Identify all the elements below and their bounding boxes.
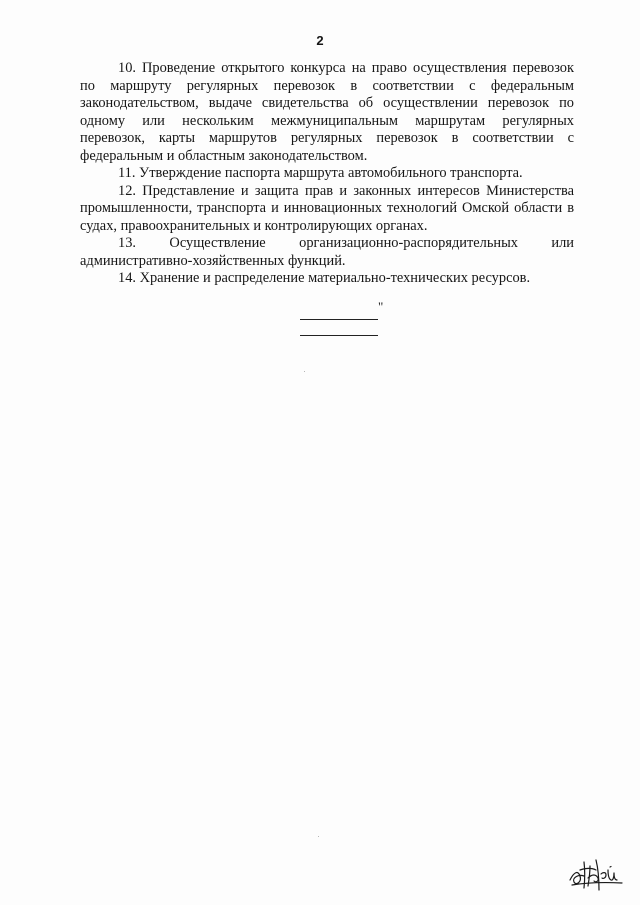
signature-icon	[566, 856, 628, 892]
closing-quote-mark: "	[378, 299, 384, 314]
paragraph-item-10: 10. Проведение открытого конкурса на право осуществления перевозок по маршруту регулярных перевозок в соответствии с федеральным законодательством, выдаче свидетельства об осуществлении перевозок по одному или нескольким межмуниципальным маршрутам регулярных перевозок, карты маршрутов регулярных перевозок в соответствии с федеральным и областным законодательством.	[80, 60, 574, 164]
page-number: 2	[316, 33, 324, 48]
scan-speck	[318, 836, 319, 837]
closing-rule-bottom	[300, 335, 378, 336]
closing-rule-top	[300, 319, 378, 320]
paragraph-item-13: 13. Осуществление организационно-распорядительных или административно-хозяйственных функций.	[80, 235, 574, 269]
paragraph-item-11: 11. Утверждение паспорта маршрута автомобильного транспорта.	[118, 165, 523, 181]
paragraph-item-14: 14. Хранение и распределение материально-технических ресурсов.	[118, 270, 531, 286]
document-body	[80, 60, 574, 288]
closing-block	[300, 299, 390, 342]
scan-speck	[304, 371, 305, 372]
paragraph-item-12: 12. Представление и защита прав и законных интересов Министерства промышленности, транспорта и инновационных технологий Омской области в судах, правоохранительных и контролирующих органах.	[80, 182, 574, 234]
